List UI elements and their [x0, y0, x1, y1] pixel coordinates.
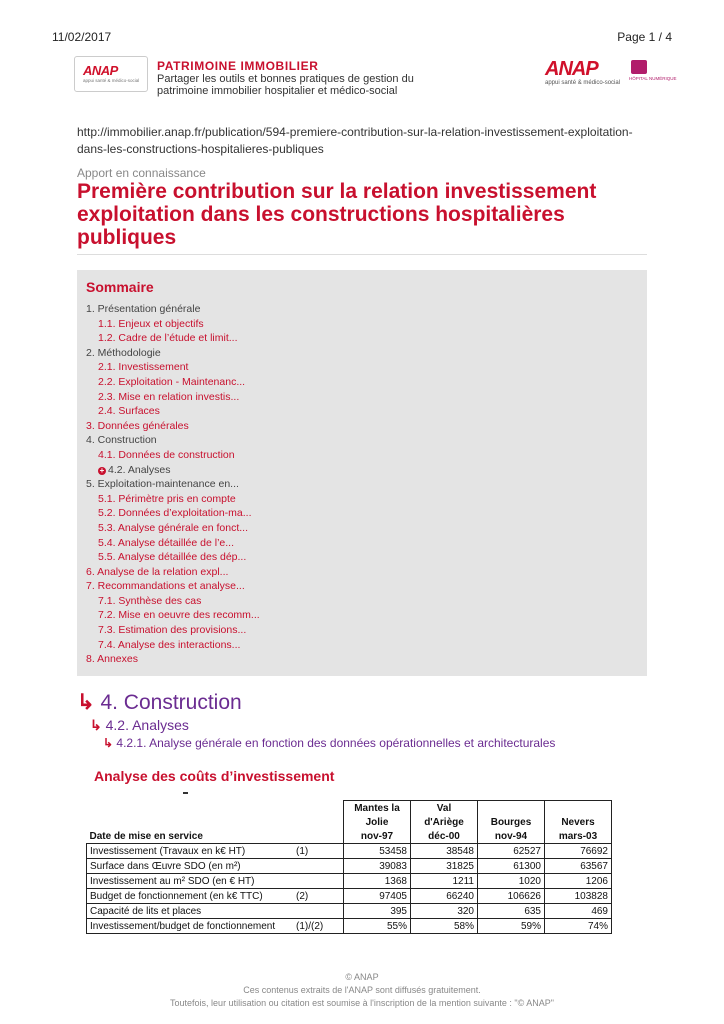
table-cell: 1020 — [478, 874, 545, 889]
table-cell: 74% — [545, 919, 612, 934]
footer-copyright: © ANAP — [345, 972, 379, 982]
column-header: Mantes la — [344, 801, 411, 816]
toc-item[interactable] — [86, 448, 626, 463]
row-reference: (2) — [293, 889, 344, 904]
site-title[interactable]: PATRIMOINE IMMOBILIER — [157, 59, 319, 73]
toc-item-label: 1. Présentation générale — [86, 303, 201, 315]
toc-item[interactable] — [86, 346, 626, 361]
toc-item[interactable] — [86, 302, 626, 317]
table-cell: 320 — [411, 904, 478, 919]
row-label: Capacité de lits et places — [87, 904, 294, 919]
toc-item-label: 5.3. Analyse générale en fonct... — [98, 521, 249, 534]
toc-item[interactable] — [86, 608, 626, 623]
page-url[interactable]: http://immobilier.anap.fr/publication/594-premiere-contribution-sur-la-relation-investissement-exploitation-dans-les-constructions-hospitalieres-publiques — [77, 125, 633, 156]
toc-item-label: 8. Annexes — [86, 653, 138, 666]
toc-item-label: 7.4. Analyse des interactions... — [98, 638, 241, 651]
footer-line2: Toutefois, leur utilisation ou citation est soumise à l'inscription de la mention suivante : "© ANAP" — [170, 998, 554, 1008]
toc-item-label: 7.1. Synthèse des cas — [98, 594, 202, 607]
hopital-numerique-icon — [631, 60, 647, 74]
site-subtitle: Partager les outils et bonnes pratiques de gestion du patrimoine immobilier hospitalier et médico-social — [157, 73, 414, 97]
toc-item[interactable] — [86, 317, 626, 332]
footer-line1: Ces contenus extraits de l'ANAP sont diffusés gratuitement. — [243, 985, 481, 995]
toc-item-label: 4.2. Analyses — [108, 463, 171, 476]
toc-item-label: 2.1. Investissement — [98, 361, 189, 374]
table-row — [87, 844, 612, 859]
toc-item-label: 2.2. Exploitation - Maintenanc... — [98, 375, 246, 388]
table-cell: 58% — [411, 919, 478, 934]
toc-item[interactable] — [86, 375, 626, 390]
column-header: Val — [411, 801, 478, 816]
table-cell: 66240 — [411, 889, 478, 904]
table-cell: 61300 — [478, 859, 545, 874]
toc-item-label: 7.2. Mise en oeuvre des recomm... — [98, 609, 260, 622]
anap-logo-right[interactable] — [545, 58, 677, 90]
row-reference: (1) — [293, 844, 344, 859]
toc-item-label: 7.3. Estimation des provisions... — [98, 624, 247, 637]
table-cell: 469 — [545, 904, 612, 919]
page-title: Première contribution sur la relation investissement exploitation dans les constructions hospitalières publiques — [77, 180, 597, 249]
toc-item-label: 2. Méthodologie — [86, 346, 161, 359]
scan-mark — [183, 792, 188, 794]
toc-item[interactable] — [86, 463, 626, 478]
section-heading-level2 — [90, 717, 189, 734]
page-number: Page 1 / 4 — [617, 30, 672, 44]
toc-item[interactable] — [86, 433, 626, 448]
row-reference: (1)/(2) — [293, 919, 344, 934]
table-cell: 1368 — [344, 874, 411, 889]
column-header: Bourges — [478, 815, 545, 829]
column-date: déc-00 — [411, 829, 478, 844]
toc-item[interactable] — [86, 579, 626, 594]
toc-title: Sommaire — [86, 279, 154, 295]
title-divider — [77, 254, 647, 255]
table-cell: 39083 — [344, 859, 411, 874]
date-row-label: Date de mise en service — [89, 830, 203, 842]
column-date: mars-03 — [545, 829, 612, 844]
column-header: d'Ariège — [411, 815, 478, 829]
table-cell: 97405 — [344, 889, 411, 904]
section-heading-level3 — [103, 736, 555, 750]
toc-item-label: 5.5. Analyse détaillée des dép... — [98, 551, 247, 564]
toc-item[interactable] — [86, 506, 626, 521]
column-header: Nevers — [545, 815, 612, 829]
investment-table-image — [86, 800, 612, 934]
table-cell: 31825 — [411, 859, 478, 874]
investment-table — [86, 800, 612, 934]
toc-item-label: 7. Recommandations et analyse... — [86, 580, 245, 593]
table-cell: 38548 — [411, 844, 478, 859]
logo-tagline: appui santé & médico-social — [83, 78, 140, 83]
toc-item[interactable] — [86, 536, 626, 551]
table-cell: 59% — [478, 919, 545, 934]
toc-item[interactable] — [86, 565, 626, 580]
table-cell: 53458 — [344, 844, 411, 859]
toc-item[interactable] — [86, 360, 626, 375]
row-label: Investissement (Travaux en k€ HT) — [87, 844, 294, 859]
plus-circle-icon[interactable]: + — [99, 465, 105, 475]
table-cell: 103828 — [545, 889, 612, 904]
heading-text: 4.2. Analyses — [105, 717, 189, 733]
table-cell: 635 — [478, 904, 545, 919]
hopital-numerique-label: HÔPITAL NUMÉRIQUE — [629, 76, 677, 81]
heading-text: 4.2.1. Analyse générale en fonction des données opérationnelles et architecturales — [116, 736, 556, 750]
table-cell: 55% — [344, 919, 411, 934]
toc-item-label: 6. Analyse de la relation expl... — [86, 565, 229, 578]
table-cell: 1211 — [411, 874, 478, 889]
toc-item-label: 1.1. Enjeux et objectifs — [98, 317, 204, 330]
toc-item-label: 3. Données générales — [86, 419, 189, 432]
row-reference — [293, 874, 344, 889]
table-cell: 63567 — [545, 859, 612, 874]
table-row — [87, 874, 612, 889]
toc-item-label: 2.4. Surfaces — [98, 405, 160, 418]
toc-item-label: 2.3. Mise en relation investis... — [98, 390, 240, 403]
table-row — [87, 889, 612, 904]
column-header — [478, 801, 545, 816]
anap-logo-left[interactable] — [74, 56, 148, 92]
toc-item[interactable] — [86, 404, 626, 419]
column-header: Jolie — [344, 815, 411, 829]
toc-item[interactable] — [86, 492, 626, 507]
logo-tagline: appui santé & médico-social — [545, 80, 621, 86]
article-category: Apport en connaissance — [77, 166, 206, 180]
toc-item[interactable] — [86, 390, 626, 405]
row-label: Budget de fonctionnement (en k€ TTC) — [87, 889, 294, 904]
column-date: nov-94 — [478, 829, 545, 844]
toc-item-label: 5.4. Analyse détaillée de l’e... — [98, 536, 235, 549]
toc-item-label: 4. Construction — [86, 434, 157, 447]
table-row — [87, 859, 612, 874]
toc-item[interactable] — [86, 521, 626, 536]
row-label: Investissement/budget de fonctionnement — [87, 919, 294, 934]
column-header — [545, 801, 612, 816]
print-date: 11/02/2017 — [52, 30, 112, 44]
logo-wordmark: ANAP — [545, 58, 598, 80]
table-cell: 62527 — [478, 844, 545, 859]
heading-text: 4. Construction — [100, 691, 242, 714]
toc-item[interactable] — [86, 623, 626, 638]
toc-list — [86, 302, 626, 667]
section-heading-level1 — [77, 690, 242, 715]
toc-item[interactable] — [86, 331, 626, 346]
row-label: Investissement au m² SDO (en € HT) — [87, 874, 294, 889]
row-label: Surface dans Œuvre SDO (en m²) — [87, 859, 294, 874]
table-cell: 1206 — [545, 874, 612, 889]
table-row — [87, 919, 612, 934]
toc-item[interactable] — [86, 477, 626, 492]
column-date: nov-97 — [344, 829, 411, 844]
table-cell: 106626 — [478, 889, 545, 904]
row-reference — [293, 859, 344, 874]
row-reference — [293, 904, 344, 919]
return-arrow-icon: ↳ — [90, 717, 102, 733]
subsection-title: Analyse des coûts d’investissement — [94, 768, 335, 784]
toc-item[interactable] — [86, 652, 626, 667]
return-arrow-icon: ↳ — [77, 691, 95, 714]
table-cell: 395 — [344, 904, 411, 919]
toc-item-label: 1.2. Cadre de l’étude et limit... — [98, 332, 238, 345]
logo-wordmark: ANAP — [83, 63, 118, 78]
toc-item-label: 4.1. Données de construction — [98, 448, 235, 461]
table-row — [87, 904, 612, 919]
table-cell: 76692 — [545, 844, 612, 859]
toc-item[interactable] — [86, 594, 626, 609]
toc-item-label: 5.2. Données d’exploitation-ma... — [98, 507, 252, 520]
toc-item-label: 5.1. Périmètre pris en compte — [98, 492, 236, 505]
toc-item[interactable] — [86, 419, 626, 434]
return-arrow-icon: ↳ — [103, 736, 114, 750]
toc-item[interactable] — [86, 638, 626, 653]
toc-item[interactable] — [86, 550, 626, 565]
toc-item-label: 5. Exploitation-maintenance en... — [86, 478, 239, 491]
